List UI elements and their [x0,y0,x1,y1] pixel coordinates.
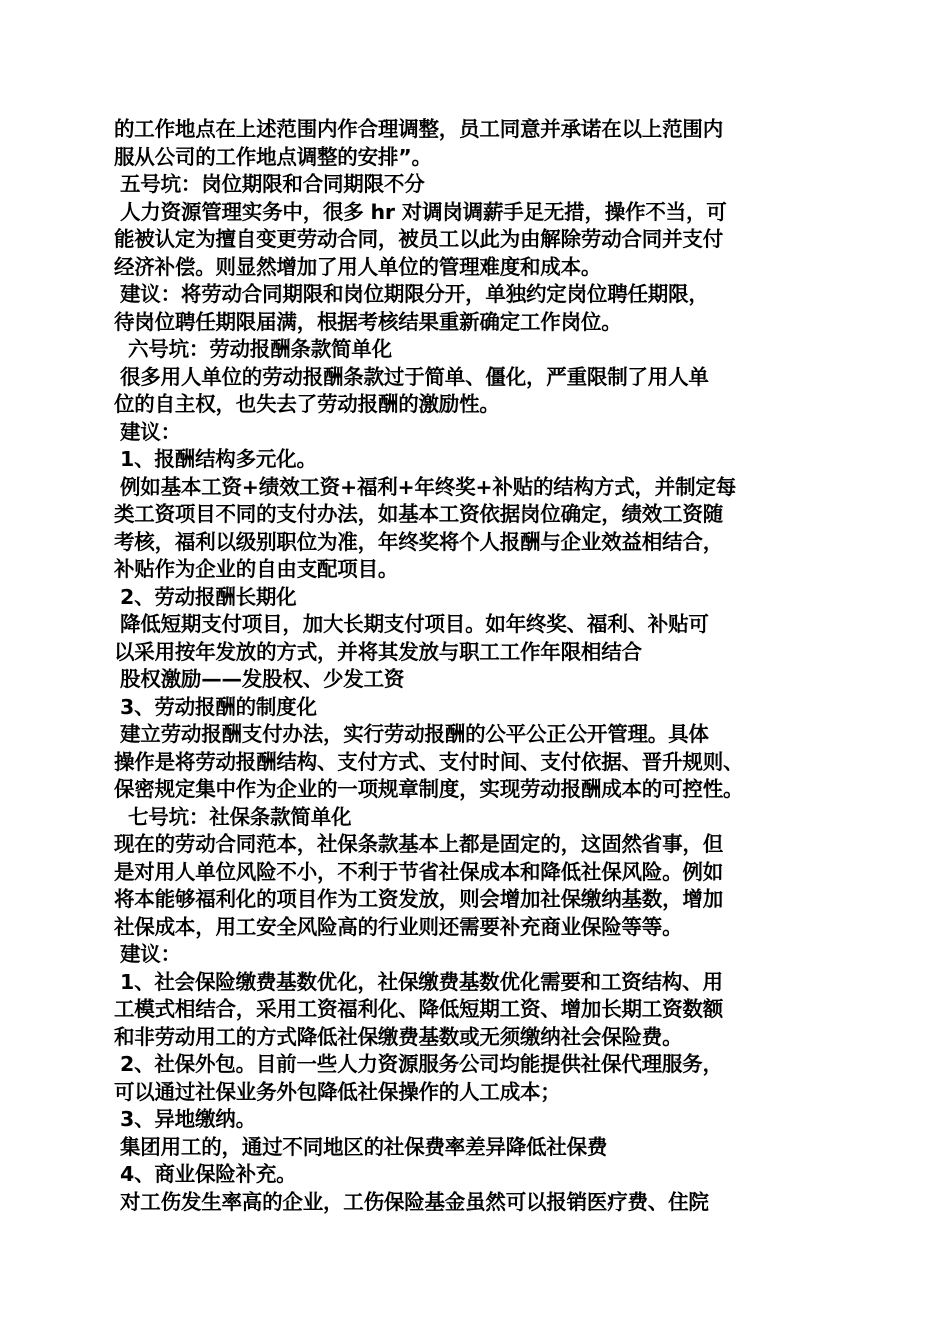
paragraph-line: 能被认定为擅自变更劳动合同，被员工以此为由解除劳动合同并支付 [114,227,723,251]
paragraph-line: 保密规定集中作为企业的一项规章制度，实现劳动报酬成本的可控性。 [114,777,744,801]
list-item-heading: 2、劳动报酬长期化 [120,584,297,609]
paragraph-line: 人力资源管理实务中，很多 hr 对调岗调薪手足无措，操作不当，可 [120,199,727,224]
suggestion-label: 建议： [120,419,181,444]
paragraph-line: 是对用人单位风险不小，不利于节省社保成本和降低社保风险。例如 [114,859,723,884]
suggestion-line: 建议：将劳动合同期限和岗位期限分开，单独约定岗位聘任期限， [120,282,709,306]
paragraph-line: 集团用工的，通过不同地区的社保费率差异降低社保费 [120,1134,608,1159]
list-item-heading: 1、报酬结构多元化。 [120,447,317,471]
paragraph-line: 工模式相结合，采用工资福利化、降低短期工资、增加长期工资数额 [114,997,723,1021]
paragraph-line: 经济补偿。则显然增加了用人单位的管理难度和成本。 [114,254,602,279]
paragraph-line: 操作是将劳动报酬结构、支付方式、支付时间、支付依据、晋升规则、 [114,749,744,774]
section-heading-7: 七号坑：社保条款简单化 [128,804,352,829]
list-item-heading: 1、社会保险缴费基数优化，社保缴费基数优化需要和工资结构、用 [120,969,723,994]
paragraph-line: 补贴作为企业的自由支配项目。 [114,557,399,581]
list-item-heading: 4、商业保险补充。 [120,1162,297,1186]
paragraph-line: 对工伤发生率高的企业，工伤保险基金虽然可以报销医疗费、住院 [120,1189,709,1214]
paragraph-line: 社保成本，用工安全风险高的行业则还需要补充商业保险等等。 [114,914,683,939]
section-heading-5: 五号坑：岗位期限和合同期限不分 [120,172,425,196]
paragraph-line: 例如基本工资+绩效工资+福利+年终奖+补贴的结构方式，并制定每 [120,474,737,499]
list-item-heading: 3、劳动报酬的制度化 [120,694,317,719]
paragraph-line: 股权激励——发股权、少发工资 [120,667,405,691]
paragraph-line: 服从公司的工作地点调整的安排”。 [114,144,432,169]
paragraph-line: 类工资项目不同的支付办法，如基本工资依据岗位确定，绩效工资随 [114,502,723,526]
paragraph-line: 可以通过社保业务外包降低社保操作的人工成本； [114,1079,561,1104]
paragraph-line: 很多用人单位的劳动报酬条款过于简单、僵化，严重限制了用人单 [120,364,709,389]
paragraph-line: 现在的劳动合同范本，社保条款基本上都是固定的，这固然省事，但 [114,832,723,856]
paragraph-line: 的工作地点在上述范围内作合理调整，员工同意并承诺在以上范围内 [114,117,723,141]
paragraph-line: 待岗位聘任期限届满，根据考核结果重新确定工作岗位。 [114,309,622,334]
paragraph-line: 降低短期支付项目，加大长期支付项目。如年终奖、福利、补贴可 [120,612,709,636]
paragraph-line: 将本能够福利化的项目作为工资发放，则会增加社保缴纳基数，增加 [114,887,723,911]
suggestion-label: 建议： [120,942,181,966]
paragraph-line: 位的自主权，也失去了劳动报酬的激励性。 [114,392,500,416]
paragraph-line: 建立劳动报酬支付办法，实行劳动报酬的公平公正公开管理。具体 [120,722,709,746]
section-heading-6: 六号坑：劳动报酬条款简单化 [128,337,392,361]
paragraph-line: 和非劳动用工的方式降低社保缴费基数或无须缴纳社会保险费。 [114,1024,683,1049]
list-item-heading: 3、异地缴纳。 [120,1107,256,1131]
list-item-heading: 2、社保外包。目前一些人力资源服务公司均能提供社保代理服务， [120,1052,723,1076]
document-body [114,116,854,1216]
paragraph-line: 以采用按年发放的方式，并将其发放与职工工作年限相结合 [114,639,642,664]
paragraph-line: 考核，福利以级别职位为准，年终奖将个人报酬与企业效益相结合， [114,529,723,554]
